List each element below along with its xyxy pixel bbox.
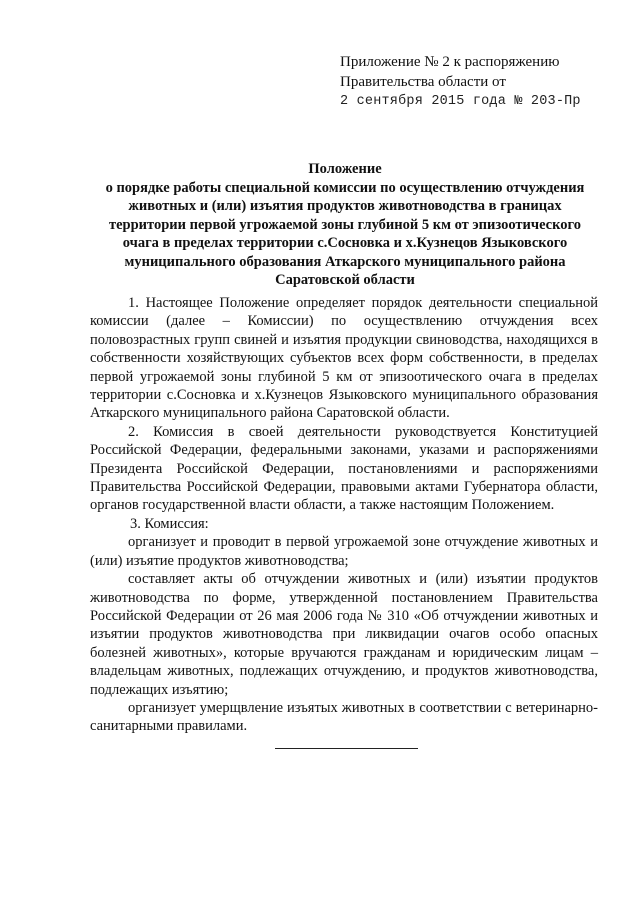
paragraph-1: 1. Настоящее Положение определяет порядок деятельности специальной комиссии (далее – Комиссии) по осуществлению отчуждения всех половозрастных групп свиней и изъятия продукции свиноводства, находящихся в собственности хозяйствующих субъектов всех форм собственности, в пределах первой угрожаемой зоны глубиной 5 км от эпизоотического очага в пределах территории с.Сосновка и х.Кузнецов Языковского муниципального образования Аткарского муниципального района Саратовской области. xyxy=(90,295,598,422)
appendix-line-1: Приложение № 2 к распоряжению xyxy=(340,54,560,70)
appendix-date-number: 2 сентября 2015 года № 203-Пр xyxy=(340,94,581,109)
title-line-3: территории первой угрожаемой зоны глубиной 5 км от эпизоотического xyxy=(108,216,581,233)
paragraph-2: 2. Комиссия в своей деятельности руководствуется Конституцией Российской Федерации, федеральными законами, указами и распоряжениями Президента Российской Федерации, постановлениями и распоряжениями Правительства Российской Федерации, правовыми актами Губернатора области, органов государственной власти области, а также настоящим Положением. xyxy=(90,423,598,514)
title-heading: Положение xyxy=(308,161,382,177)
appendix-line-2: Правительства области от xyxy=(340,74,506,90)
document-title xyxy=(95,160,595,290)
paragraph-6: организует умерщвление изъятых животных в соответствии с ветеринарно-санитарными правилами. xyxy=(90,699,598,735)
document-body xyxy=(90,294,598,736)
title-line-1: о порядке работы специальной комиссии по осуществлению отчуждения xyxy=(105,179,585,196)
paragraph-5: составляет акты об отчуждении животных и (или) изъятии продуктов животноводства по форме, утвержденной постановлением Правительства Российской Федерации от 26 мая 2006 года № 310 «Об отчуждении животных и изъятии продуктов животноводства при ликвидации очагов особо опасных болезней животных», которые вручаются гражданам и юридическим лицам – владельцам животных, подлежащих отчуждению, и продуктов животноводства, подлежащих изъятию; xyxy=(90,571,598,698)
title-line-4: очага в пределах территории с.Сосновка и х.Кузнецов Языковского xyxy=(122,235,568,251)
title-line-5: муниципального образования Аткарского муниципального района xyxy=(124,253,566,270)
paragraph-3: 3. Комиссия: xyxy=(130,515,209,532)
closing-rule xyxy=(275,748,418,749)
title-line-6: Саратовской области xyxy=(275,272,415,288)
paragraph-4: организует и проводит в первой угрожаемой зоне отчуждение животных и (или) изъятие продуктов животноводства; xyxy=(90,534,598,569)
appendix-reference xyxy=(340,52,620,112)
title-line-2: животных и (или) изъятия продуктов животноводства в границах xyxy=(128,198,562,214)
